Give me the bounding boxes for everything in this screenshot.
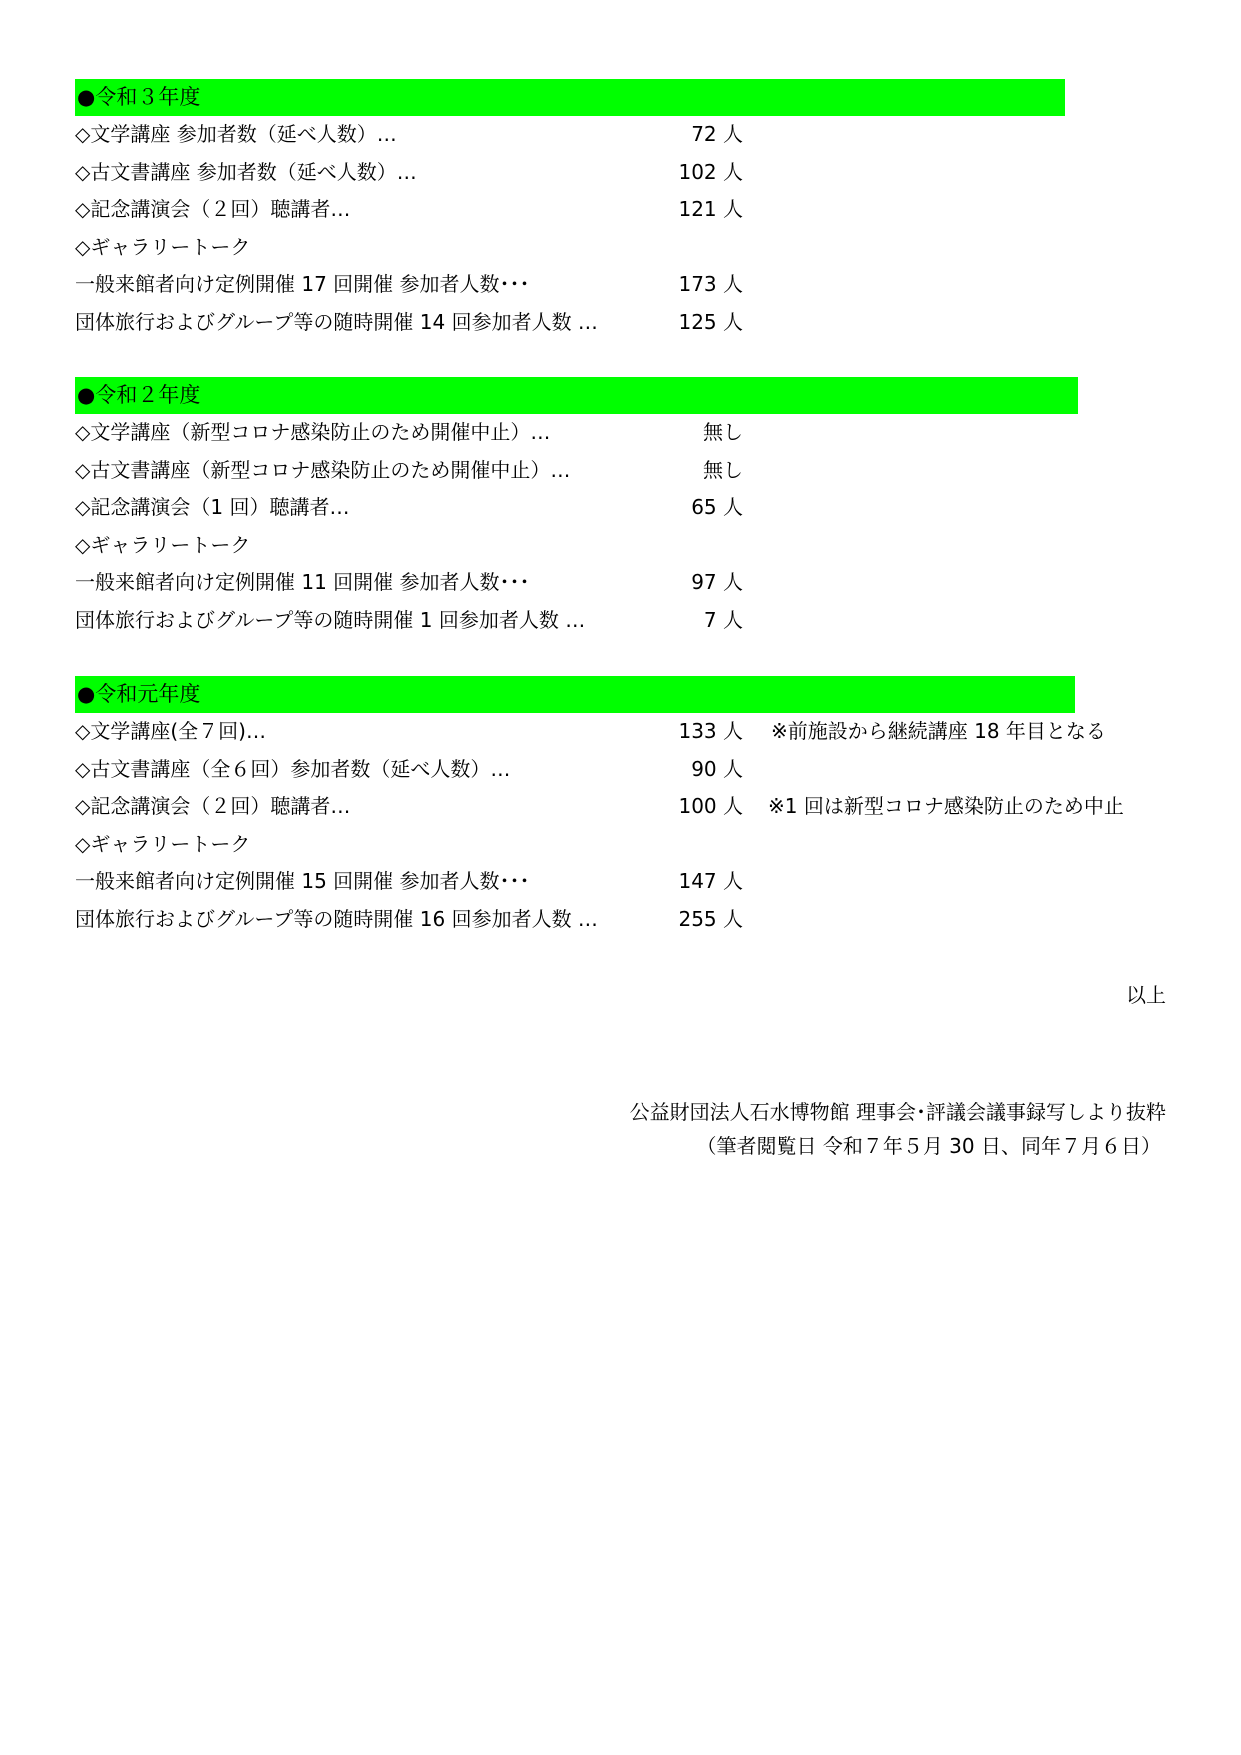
- item-label: 団体旅行およびグループ等の随時開催 16 回参加者人数 …: [75, 906, 598, 931]
- list-item: [75, 527, 1175, 565]
- item-value: 102 人: [678, 159, 743, 184]
- item-value: 100 人: [678, 794, 743, 819]
- list-item: [75, 266, 1175, 304]
- item-label: ◇記念講演会（２回）聴講者…: [75, 197, 351, 222]
- list-item: [75, 713, 1175, 751]
- item-value: 無し: [703, 457, 743, 482]
- item-label: ◇ギャラリートーク: [75, 831, 251, 856]
- list-item: [75, 116, 1175, 154]
- item-label: ◇古文書講座（新型コロナ感染防止のため開催中止）…: [75, 457, 571, 482]
- list-item: [75, 863, 1175, 901]
- list-item: [75, 154, 1175, 192]
- closing-text: 以上: [1126, 983, 1166, 1007]
- item-note: ※前施設から継続講座 18 年目となる: [771, 719, 1106, 743]
- list-item: [75, 901, 1175, 939]
- list-item: [75, 414, 1175, 452]
- item-label: 団体旅行およびグループ等の随時開催 1 回参加者人数 …: [75, 607, 586, 632]
- item-label: 一般来館者向け定例開催 17 回開催 参加者人数･･･: [75, 272, 530, 297]
- section-reiwa3: [75, 79, 1175, 342]
- item-label: ◇記念講演会（２回）聴講者…: [75, 794, 351, 819]
- list-item: [75, 564, 1175, 602]
- item-label: ◇古文書講座（全６回）参加者数（延べ人数）…: [75, 756, 511, 781]
- item-value: 125 人: [678, 309, 743, 334]
- section-heading: ●令和２年度: [75, 377, 1078, 414]
- item-value: 90 人: [691, 756, 743, 781]
- item-label: ◇文学講座(全７回)…: [75, 719, 266, 743]
- item-value: 173 人: [678, 272, 743, 297]
- item-label: ◇ギャラリートーク: [75, 234, 251, 259]
- list-item: [75, 191, 1175, 229]
- item-label: ◇記念講演会（1 回）聴講者…: [75, 495, 350, 520]
- section-heading: ●令和元年度: [75, 676, 1075, 713]
- list-item: [75, 229, 1175, 267]
- item-value: 72 人: [691, 122, 743, 146]
- viewed-dates: （筆者閲覧日 令和７年５月 30 日、同年７月６日）: [696, 1134, 1161, 1158]
- section-reiwa-gannen: [75, 676, 1175, 939]
- section-reiwa2: [75, 377, 1175, 640]
- item-label: ◇文学講座（新型コロナ感染防止のため開催中止）…: [75, 420, 551, 444]
- item-value: 無し: [703, 420, 743, 444]
- item-value: 7 人: [703, 607, 743, 632]
- list-item: [75, 304, 1175, 342]
- item-label: ◇古文書講座 参加者数（延べ人数）…: [75, 159, 417, 184]
- list-item: [75, 602, 1175, 640]
- item-value: 65 人: [691, 495, 743, 520]
- item-value: 133 人: [678, 719, 743, 743]
- list-item: [75, 489, 1175, 527]
- item-value: 97 人: [691, 570, 743, 595]
- section-heading: ●令和３年度: [75, 79, 1065, 116]
- item-label: 団体旅行およびグループ等の随時開催 14 回参加者人数 …: [75, 309, 598, 334]
- item-label: ◇ギャラリートーク: [75, 532, 251, 557]
- item-label: 一般来館者向け定例開催 15 回開催 参加者人数･･･: [75, 869, 530, 894]
- item-label: 一般来館者向け定例開催 11 回開催 参加者人数･･･: [75, 570, 530, 595]
- source-citation: 公益財団法人石水博物館 理事会･評議会議事録写しより抜粋: [629, 1100, 1166, 1124]
- list-item: [75, 751, 1175, 789]
- list-item: [75, 826, 1175, 864]
- item-value: 147 人: [678, 869, 743, 894]
- item-value: 255 人: [678, 906, 743, 931]
- item-value: 121 人: [678, 197, 743, 222]
- list-item: [75, 452, 1175, 490]
- item-note: ※1 回は新型コロナ感染防止のため中止: [768, 794, 1124, 819]
- list-item: [75, 788, 1175, 826]
- item-label: ◇文学講座 参加者数（延べ人数）…: [75, 122, 397, 146]
